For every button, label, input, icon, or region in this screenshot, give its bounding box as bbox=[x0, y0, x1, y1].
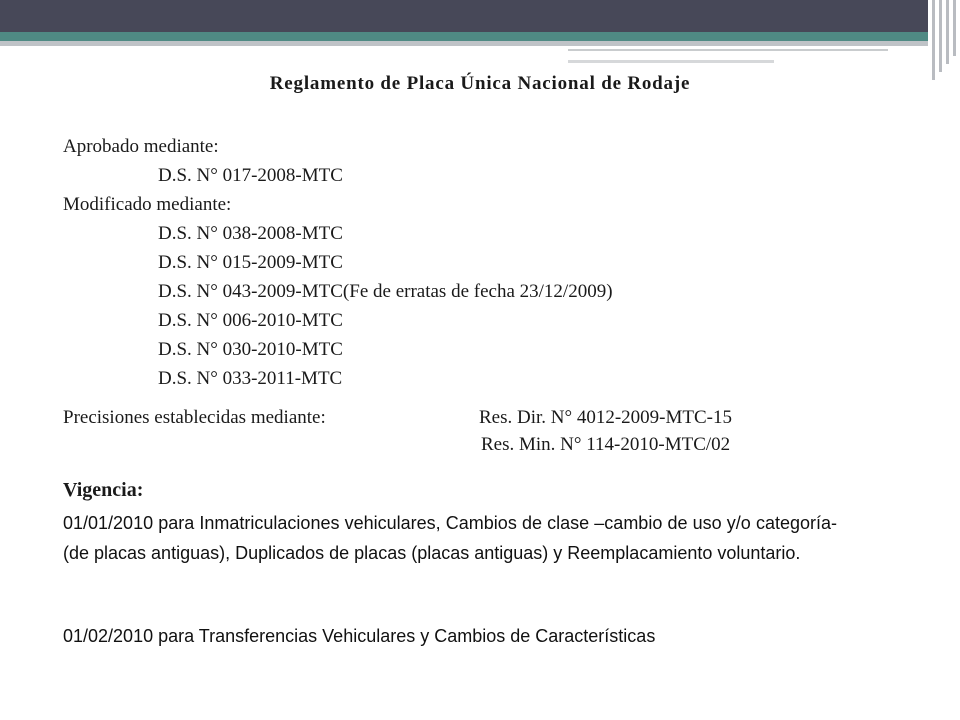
aprobado-label: Aprobado mediante: bbox=[63, 136, 219, 157]
aprobado-item: D.S. N° 017-2008-MTC bbox=[158, 165, 343, 186]
modificado-item: D.S. N° 006-2010-MTC bbox=[158, 310, 343, 331]
precisiones-item: Res. Dir. N° 4012-2009-MTC-15 bbox=[479, 407, 733, 428]
precisiones-item: Res. Min. N° 114-2010-MTC/02 bbox=[481, 434, 731, 455]
header-vertical-stripes bbox=[928, 0, 960, 80]
precisiones-label: Precisiones establecidas mediante: bbox=[63, 407, 326, 428]
vigencia-heading: Vigencia: bbox=[63, 479, 144, 501]
header-accent-line bbox=[568, 49, 888, 51]
header-grey-bar bbox=[0, 41, 928, 46]
precisiones-line bbox=[63, 403, 732, 432]
page-title: Reglamento de Placa Única Nacional de Rodaje bbox=[269, 73, 691, 94]
modificado-item: D.S. N° 015-2009-MTC bbox=[158, 252, 343, 273]
header-teal-bar bbox=[0, 32, 928, 41]
vigencia-paragraph: 01/02/2010 para Transferencias Vehiculares y Cambios de Características bbox=[63, 626, 656, 646]
decree-list bbox=[63, 132, 923, 393]
modificado-item: D.S. N° 030-2010-MTC bbox=[158, 339, 343, 360]
modificado-item: D.S. N° 038-2008-MTC bbox=[158, 223, 343, 244]
header-accent-line bbox=[568, 60, 774, 63]
modificado-label: Modificado mediante: bbox=[63, 194, 232, 215]
modificado-item: D.S. N° 033-2011-MTC bbox=[158, 368, 343, 389]
header-band bbox=[0, 0, 960, 80]
modificado-item: D.S. N° 043-2009-MTC(Fe de erratas de fecha 23/12/2009) bbox=[158, 281, 613, 302]
vigencia-paragraph: 01/01/2010 para Inmatriculaciones vehiculares, Cambios de clase –cambio de uso y/o categoría- (de placas antiguas), Duplicados de placas (placas antiguas) y Reemplacamiento voluntario. bbox=[63, 513, 837, 563]
header-dark-bar bbox=[0, 0, 928, 32]
